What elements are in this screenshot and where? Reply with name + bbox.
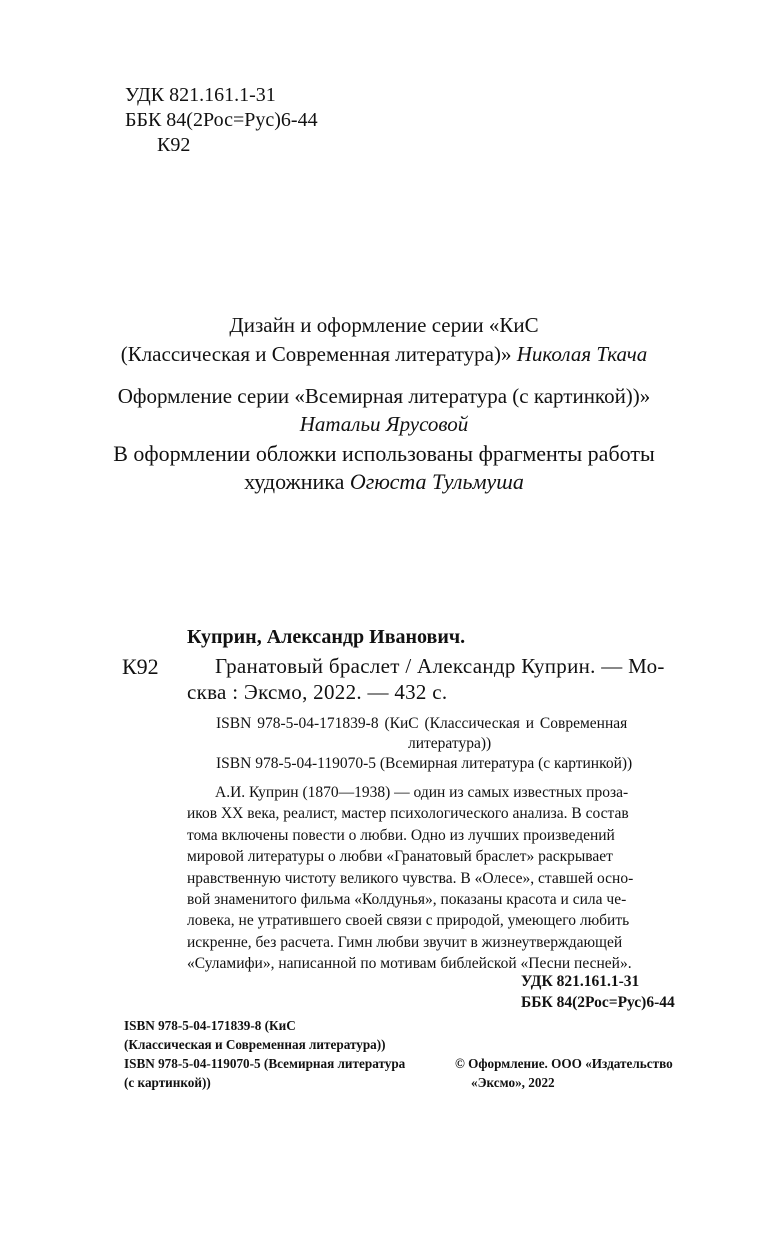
bbk-code: ББК 84(2Рос=Рус)6-44 (125, 109, 318, 131)
annotation (187, 782, 692, 975)
footer-isbn2-line2: (с картинкой)) (124, 1075, 211, 1090)
designer-name: Николая Ткача (516, 342, 648, 366)
footer-isbn-block (124, 1016, 405, 1092)
series-designer-name: Натальи Ярусовой (299, 412, 469, 436)
design-credit-line1 (0, 310, 768, 340)
annotation-line: иков XX века, реалист, мастер психологического анализа. В состав (187, 805, 629, 823)
record-bbk: ББК 84(2Рос=Рус)6-44 (521, 994, 675, 1011)
series-credit-line1: Оформление серии «Всемирная литература (с картинкой))» (117, 384, 651, 408)
design-credit-text: Дизайн и оформление серии «КиС (229, 313, 539, 337)
footer-isbn1-line2: (Классическая и Современная литература)) (124, 1037, 386, 1052)
record-isbn1-line1: ISBN 978-5-04-171839-8 (КиС (Классическая и Современная (216, 715, 628, 732)
copyright-line1: © Оформление. ООО «Издательство (455, 1056, 673, 1071)
cover-credit-text: художника (244, 469, 350, 494)
copyright-line2: «Эксмо», 2022 (471, 1075, 555, 1090)
record-author: Куприн, Александр Иванович. (187, 626, 466, 648)
annotation-line: вой знаменитого фильма «Колдунья», показаны красота и сила че- (187, 891, 627, 909)
footer-isbn1-line1: ISBN 978-5-04-171839-8 (КиС (124, 1018, 296, 1033)
annotation-line: ловека, не утратившего своей связи с природой, умеющего любить (187, 912, 630, 930)
record-description-line2: сква : Эксмо, 2022. — 432 с. (187, 680, 448, 704)
classification-block (125, 83, 318, 158)
record-description-line1: Гранатовый браслет / Александр Куприн. — Мо- (215, 654, 665, 678)
annotation-line: нравственную чистоту великого чувства. В «Олесе», ставшей осно- (187, 869, 634, 887)
record-classification (521, 971, 675, 1013)
design-credit-line2 (0, 339, 768, 369)
annotation-line: А.И. Куприн (1870—1938) — один из самых известных проза- (215, 784, 629, 801)
annotation-line: «Суламифи», написанной по мотивам библейской «Песни песней». (187, 955, 632, 973)
cover-credit-line2 (0, 467, 768, 497)
author-sign: К92 (157, 134, 191, 156)
record-isbn2: ISBN 978-5-04-119070-5 (Всемирная литература (с картинкой)) (216, 755, 633, 772)
udk-code: УДК 821.161.1-31 (125, 84, 276, 106)
design-credit-series: (Классическая и Современная литература)» (120, 342, 517, 366)
record-isbn1-line2: литература)) (408, 735, 492, 752)
cover-credit-line1: В оформлении обложки использованы фрагменты работы (113, 441, 655, 466)
record-udk: УДК 821.161.1-31 (521, 973, 640, 990)
record-sign: К92 (122, 654, 159, 679)
artist-name: Огюста Тульмуша (349, 469, 524, 494)
footer-copyright (455, 1054, 673, 1092)
annotation-line: мировой литературы о любви «Гранатовый браслет» раскрывает (187, 848, 613, 866)
annotation-line: тома включены повести о любви. Одно из лучших произведений (187, 826, 615, 844)
annotation-line: искренне, без расчета. Гимн любви звучит в жизнеутверждающей (187, 933, 623, 951)
footer-isbn2-line1: ISBN 978-5-04-119070-5 (Всемирная литература (124, 1056, 406, 1071)
